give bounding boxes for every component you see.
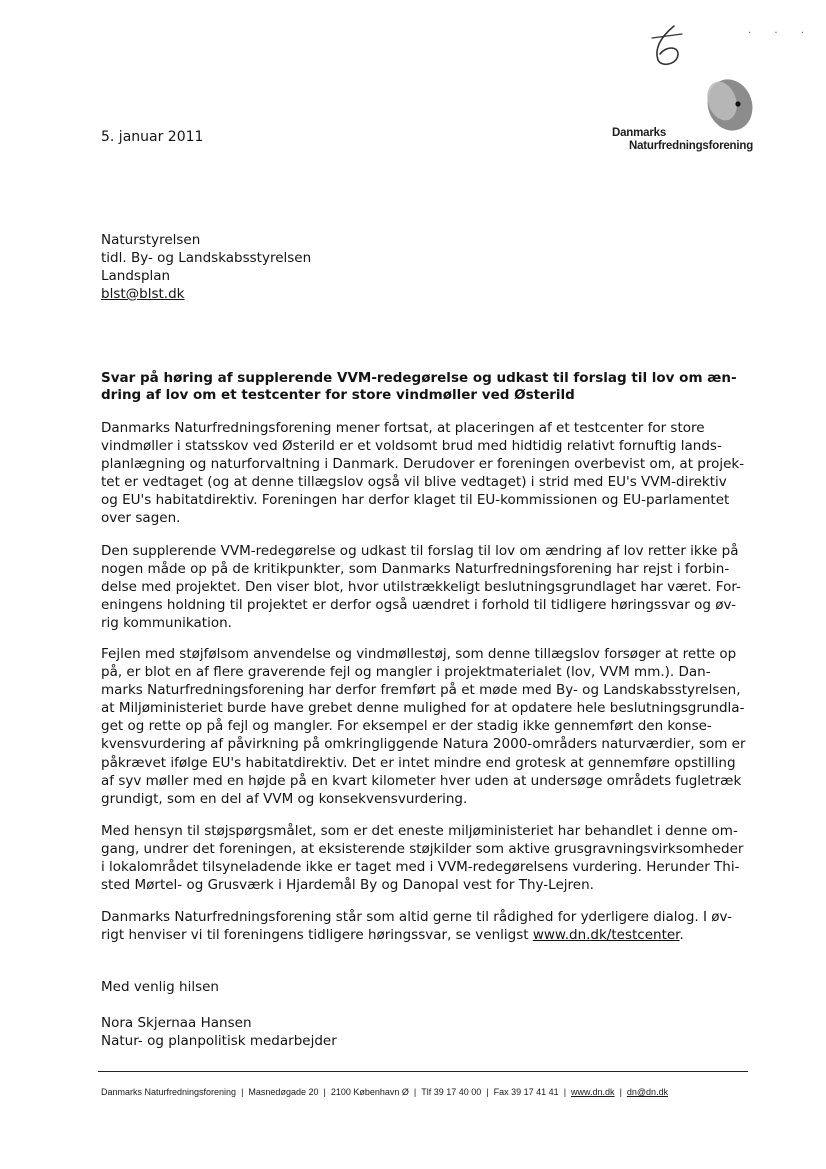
recipient-line: Naturstyrelsen bbox=[101, 232, 201, 248]
paragraph-line: påkrævet ifølge EU's habitatdirektiv. Det er intet mindre end grotesk at gennemføre opstilling bbox=[101, 754, 736, 771]
paragraph-line: af syv møller med en højde på en kvart kilometer hver uden at undersøge områdets fugletræk bbox=[101, 772, 742, 789]
footer-separator: | bbox=[619, 1087, 622, 1097]
paragraph-line: Den supplerende VVM-redegørelse og udkast til forslag til lov om ændring af lov retter ikke på bbox=[101, 543, 739, 559]
paragraph-line: på, er blot en af flere graverende fejl og mangler i projektmaterialet (lov, VVM mm.). Dan- bbox=[101, 664, 711, 681]
footer-phone: Tlf 39 17 40 00 bbox=[421, 1087, 482, 1097]
paragraph-line: planlægning og naturforvaltning i Danmark. Derudover er foreningen overbevist om, at projek- bbox=[101, 456, 745, 473]
recipient-line: Landsplan bbox=[101, 268, 171, 284]
recipient-address bbox=[101, 231, 311, 303]
footer-separator: | bbox=[323, 1087, 326, 1097]
footer-separator: | bbox=[486, 1087, 489, 1097]
letter-subject bbox=[101, 370, 741, 404]
logo-line-1: Danmarks bbox=[612, 127, 667, 139]
paragraph-text: . bbox=[679, 927, 684, 944]
paragraph-text: rigt henviser vi til foreningens tidligere høringssvar, se venligst bbox=[101, 927, 533, 944]
footer-org: Danmarks Naturfredningsforening bbox=[101, 1087, 237, 1097]
footer-divider bbox=[98, 1071, 748, 1072]
paragraph-line: og EU's habitatdirektiv. Foreningen har derfor klaget til EU-kommissionen og EU-parlamentet bbox=[101, 492, 730, 509]
organization-logo-icon bbox=[700, 75, 756, 135]
paragraph-line: Med hensyn til støjspørgsmålet, som er det eneste miljøministeriet har behandlet i denne om- bbox=[101, 823, 738, 839]
footer-separator: | bbox=[413, 1087, 417, 1097]
body-paragraph-3 bbox=[101, 645, 751, 808]
signatory-name: Nora Skjernaa Hansen bbox=[101, 1015, 252, 1031]
paragraph-line: delse med projektet. Den viser blot, hvor utilstrækkeligt beslutningsgrundlaget har været. For- bbox=[101, 579, 741, 596]
paragraph-line: at Miljøministeriet burde have grebet denne mulighed for at opdatere hele beslutningsgrundla- bbox=[101, 700, 745, 717]
closing-salutation: Med venlig hilsen bbox=[101, 979, 219, 995]
paragraph-line: eningens holdning til projektet er derfor også uændret i forhold til tidligere høringssvar og øv- bbox=[101, 597, 736, 614]
paragraph-line: sted Mørtel- og Grusværk i Hjardemål By og Danopal vest for Thy-Lejren. bbox=[101, 877, 594, 894]
paragraph-line: gang, undrer det foreningen, at eksisterende støjkilder som aktive grusgravningsvirksomheder bbox=[101, 841, 744, 858]
handwritten-page-number bbox=[648, 22, 692, 68]
paragraph-line: get og rette op på fejl og mangler. For eksempel er der stadig ikke gennemført den konse- bbox=[101, 718, 712, 735]
paragraph-line: Danmarks Naturfredningsforening står som altid gerne til rådighed for yderligere dialog. I øv- bbox=[101, 909, 732, 925]
footer-separator: | bbox=[563, 1087, 567, 1097]
paragraph-line: Fejlen med støjfølsom anvendelse og vindmøllestøj, som denne tillægslov forsøger at rette op bbox=[101, 646, 737, 662]
subject-line: dring af lov om et testcenter for store vindmøller ved Østerild bbox=[101, 387, 575, 403]
body-paragraph-5 bbox=[101, 908, 751, 944]
recipient-email-link[interactable]: blst@blst.dk bbox=[101, 286, 185, 302]
paragraph-line: kvensvurdering af påvirkning på omkringliggende Natura 2000-områders naturværdier, som er bbox=[101, 736, 746, 753]
letter-date: 5. januar 2011 bbox=[101, 129, 204, 145]
recipient-line: tidl. By- og Landskabsstyrelsen bbox=[101, 250, 312, 266]
body-paragraph-2 bbox=[101, 542, 751, 632]
footer-separator: | bbox=[241, 1087, 244, 1097]
organization-logo-text bbox=[612, 127, 753, 153]
signatory-title: Natur- og planpolitisk medarbejder bbox=[101, 1033, 337, 1049]
paragraph-line: grundigt, som en del af VVM og konsekvensvurdering. bbox=[101, 790, 468, 807]
paragraph-line: vindmøller i statsskov ved Østerild er et voldsomt brud med hidtidig relativt fornuftig lands- bbox=[101, 438, 722, 455]
footer-fax: Fax 39 17 41 41 bbox=[493, 1087, 559, 1097]
logo-line-2: Naturfredningsforening bbox=[629, 140, 754, 152]
paragraph-line: rig kommunikation. bbox=[101, 615, 232, 632]
paragraph-line bbox=[101, 926, 751, 944]
testcenter-link[interactable]: www.dn.dk/testcenter bbox=[532, 927, 680, 944]
signature-block bbox=[101, 1014, 337, 1050]
paragraph-line: tet er vedtaget (og at denne tillægslov også vil blive vedtaget) i strid med EU's VVM-direktiv bbox=[101, 474, 727, 491]
paragraph-line: nogen måde op på de kritikpunkter, som Danmarks Naturfredningsforening har rejst i forbin- bbox=[101, 561, 730, 578]
subject-line: Svar på høring af supplerende VVM-redegørelse og udkast til forslag til lov om æn- bbox=[101, 370, 737, 386]
letter-footer bbox=[101, 1087, 668, 1097]
paragraph-line: i lokalområdet tilsyneladende ikke er taget med i VVM-redegørelsens vurdering. Herunder Thi- bbox=[101, 859, 740, 876]
paragraph-line: Danmarks Naturfredningsforening mener fortsat, at placeringen af et testcenter for store bbox=[101, 420, 705, 436]
body-paragraph-4 bbox=[101, 822, 751, 894]
body-paragraph-1 bbox=[101, 419, 751, 528]
footer-city: 2100 København Ø bbox=[330, 1087, 409, 1097]
paragraph-line: over sagen. bbox=[101, 510, 181, 527]
footer-web-link[interactable]: www.dn.dk bbox=[571, 1087, 615, 1097]
paragraph-line: marks Naturfredningsforening har derfor fremført på et møde med By- og Landskabsstyrelsen, bbox=[101, 682, 741, 699]
footer-email-link[interactable]: dn@dn.dk bbox=[626, 1087, 669, 1097]
scan-specks: · · · bbox=[748, 28, 814, 39]
footer-address: Masnedøgade 20 bbox=[248, 1087, 319, 1097]
